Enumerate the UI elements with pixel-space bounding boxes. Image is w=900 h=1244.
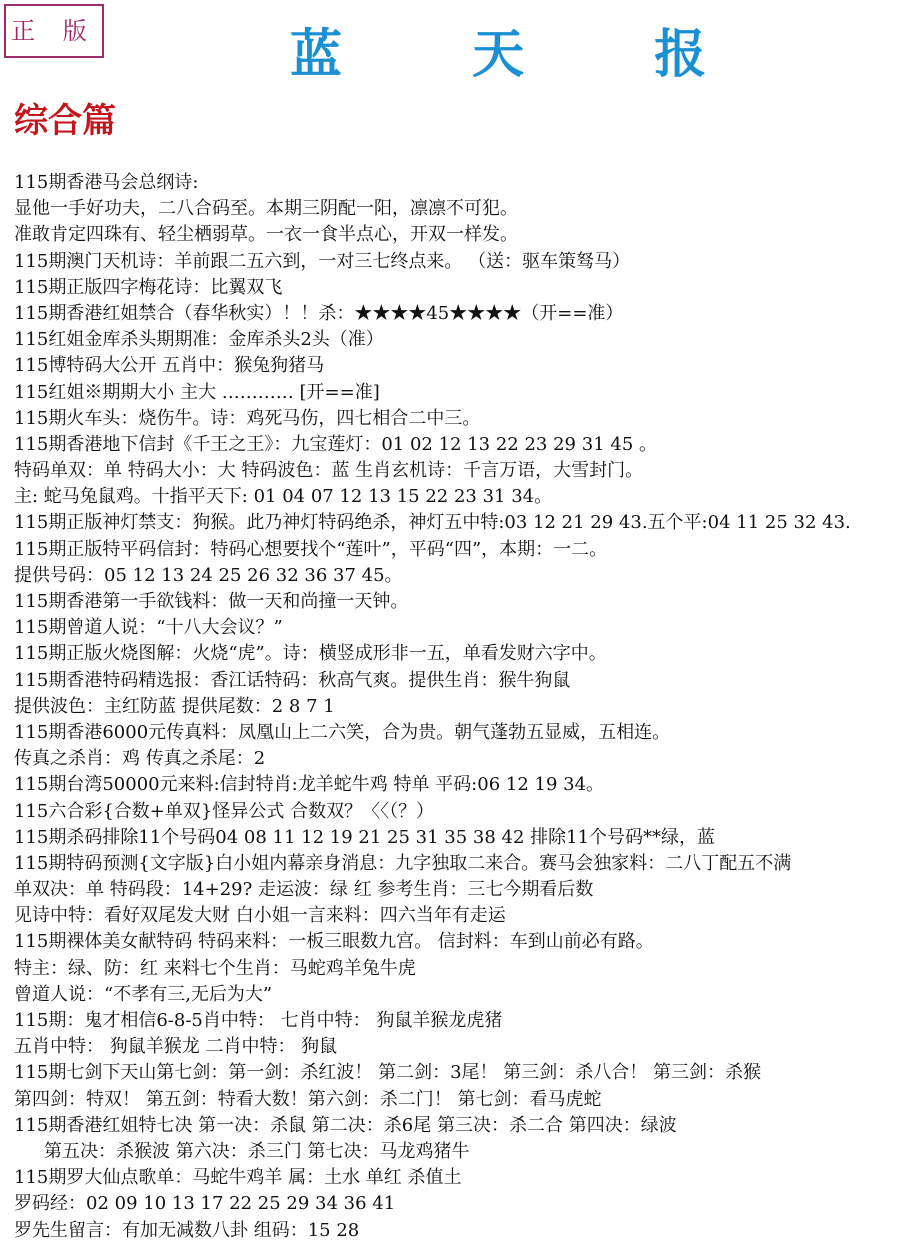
text-line: 115红姐金库杀头期期准：金库杀头2头（准） [14,329,384,351]
text-line: 115期曾道人说：“十八大会议？” [14,617,283,639]
text-line: 115期香港马会总纲诗: [14,172,199,193]
text-line: 罗先生留言：有加无减数八卦 组码：15 28 [14,1219,360,1241]
text-line: 115期香港地下信封《千王之王》：九宝莲灯：01 02 12 13 22 23 29 31 45 。 [14,433,657,455]
masthead-title: 蓝 天 报 [290,24,763,85]
text-line: 特主：绿、防：红 来料七个生肖：马蛇鸡羊兔牛虎 [14,957,416,979]
text-line: 见诗中特：看好双尾发大财 白小姐一言来料：四六当年有走运 [14,905,506,927]
text-line: 115期香港6000元传真料：凤凰山上二六笑，合为贵。朝气蓬勃五显威，五相连。 [14,721,671,743]
text-line: 曾道人说：“不孝有三,无后为大” [14,983,273,1005]
edition-badge: 正 版 [4,4,104,58]
text-line: 显他一手好功夫，二八合码至。本期三阴配一阳，凛凛不可犯。 [14,198,518,220]
text-line: 第五决：杀猴波 第六决：杀三门 第七决：马龙鸡猪牛 [44,1140,470,1162]
text-line: 提供号码：05 12 13 24 25 26 32 36 37 45。 [14,564,403,586]
text-line: 115红姐※期期大小 主大 ………… [开==准] [14,381,380,403]
text-line: 115期杀码排除11个号码04 08 11 12 19 21 25 31 35 38 42 排除11个号码**绿，蓝 [14,826,716,848]
text-line: 115期台湾50000元来料:信封特肖:龙羊蛇牛鸡 特单 平码:06 12 19 34。 [14,774,605,796]
text-line: 115期罗大仙点歌单：马蛇牛鸡羊 属：土水 单红 杀值土 [14,1167,462,1189]
text-line: 115期正版火烧图解：火烧“虎”。诗：横竖成形非一五，单看发财六字中。 [14,643,607,665]
text-line: 115期：鬼才相信6-8-5肖中特： 七肖中特： 狗鼠羊猴龙虎猪 [14,1010,503,1031]
text-line: 115博特码大公开 五肖中：猴兔狗猪马 [14,355,325,377]
text-line: 单双决：单 特码段：14+29? 走运波：绿 红 参考生肖：三七今期看后数 [14,879,594,901]
text-line: 罗码经：02 09 10 13 17 22 25 29 34 36 41 [14,1193,396,1215]
text-line: 115期火车头：烧伤牛。诗：鸡死马伤，四七相合二中三。 [14,407,481,429]
section-title: 综合篇 [14,101,116,141]
text-line: 115期特码预测{文字版}白小姐内幕亲身消息：九字独取二来合。赛马会独家料：二八丁配五不满 [14,852,792,874]
text-line: 115六合彩{合数+单双}怪异公式 合数双？〈〈（？） [14,800,435,822]
text-line: 115期香港第一手欲钱料：做一天和尚撞一天钟。 [14,591,409,612]
text-line: 特码单双：单 特码大小：大 特码波色：蓝 生肖玄机诗：千言万语，大雪封门。 [14,460,644,482]
text-line: 第四剑：特双！ 第五剑：特看大数！第六剑：杀二门！ 第七剑：看马虎蛇 [14,1088,602,1110]
text-line: 准敢肯定四珠有、轻尘栖弱草。一衣一食半点心，开双一样发。 [14,224,518,246]
text-line: 五肖中特： 狗鼠羊猴龙 二肖中特： 狗鼠 [14,1036,338,1058]
text-line: 115期香港特码精选报：香江话特码：秋高气爽。提供生肖：猴牛狗鼠 [14,669,571,691]
text-line: 115期香港红姐特七决 第一决：杀鼠 第二决：杀6尾 第三决：杀二合 第四决：绿波 [14,1114,677,1136]
text-line: 115期香港红姐禁合（春华秋实）！！杀：★★★★45★★★★（开==准） [14,302,624,324]
text-line: 提供波色：主红防蓝 提供尾数：2 8 7 1 [14,695,335,717]
text-line: 115期七剑下天山第七剑：第一剑：杀红波！ 第二剑：3尾！ 第三剑：杀八合！ 第三剑：杀猴 [14,1062,761,1084]
text-line: 主: 蛇马兔鼠鸡。十指平天下: 01 04 07 12 13 15 22 23 31 34。 [14,486,553,508]
text-line: 115期正版特平码信封：特码心想要找个“莲叶”，平码“四”，本期：一二。 [14,538,608,560]
text-line: 115期正版四字梅花诗：比翼双飞 [14,276,283,298]
text-line: 115期裸体美女献特码 特码来料：一板三眼数九宫。 信封料：车到山前必有路。 [14,931,654,953]
text-line: 传真之杀肖：鸡 传真之杀尾：2 [14,748,266,770]
text-line: 115期澳门天机诗：羊前跟二五六到，一对三七终点来。 （送：驱车策驽马） [14,250,631,272]
text-line: 115期正版神灯禁支：狗猴。此乃神灯特码绝杀，神灯五中特:03 12 21 29 43.五个平:04 11 25 32 43. [14,512,851,534]
content-lines [14,170,898,1244]
